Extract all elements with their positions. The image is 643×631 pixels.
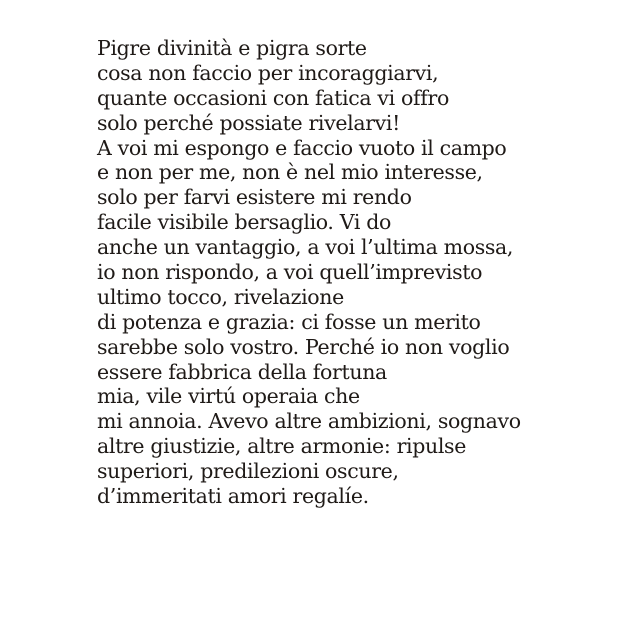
poem-line: quante occasioni con fatica vi offro xyxy=(97,85,449,110)
poem-line: essere fabbrica della fortuna xyxy=(97,359,387,384)
poem-line: mia, vile virtú operaia che xyxy=(97,384,360,409)
poem-line: altre giustizie, altre armonie: ripulse xyxy=(97,434,467,459)
poem-text xyxy=(97,36,521,509)
poem-line: solo per farvi esistere mi rendo xyxy=(97,185,412,210)
poem-line: A voi mi espongo e faccio vuoto il campo xyxy=(97,135,507,160)
poem-line: e non per me, non è nel mio interesse, xyxy=(97,160,483,185)
poem-line: ultimo tocco, rivelazione xyxy=(97,284,344,309)
poem-line: Pigre divinità e pigra sorte xyxy=(97,36,367,60)
poem-line: solo perché possiate rivelarvi! xyxy=(97,110,401,135)
poem-line: anche un vantaggio, a voi l’ultima mossa, xyxy=(97,235,514,260)
poem-line: facile visibile bersaglio. Vi do xyxy=(97,210,391,235)
poem-line: sarebbe solo vostro. Perché io non voglio xyxy=(97,334,510,359)
poem-line: cosa non faccio per incoraggiarvi, xyxy=(97,60,439,85)
poem-line: io non rispondo, a voi quell’imprevisto xyxy=(97,260,483,285)
poem-line: di potenza e grazia: ci fosse un merito xyxy=(97,309,481,334)
poem-line: d’immeritati amori regalíe. xyxy=(97,484,369,509)
poem-line: superiori, predilezioni oscure, xyxy=(97,459,399,484)
poem-line: mi annoia. Avevo altre ambizioni, sognavo xyxy=(97,409,521,434)
